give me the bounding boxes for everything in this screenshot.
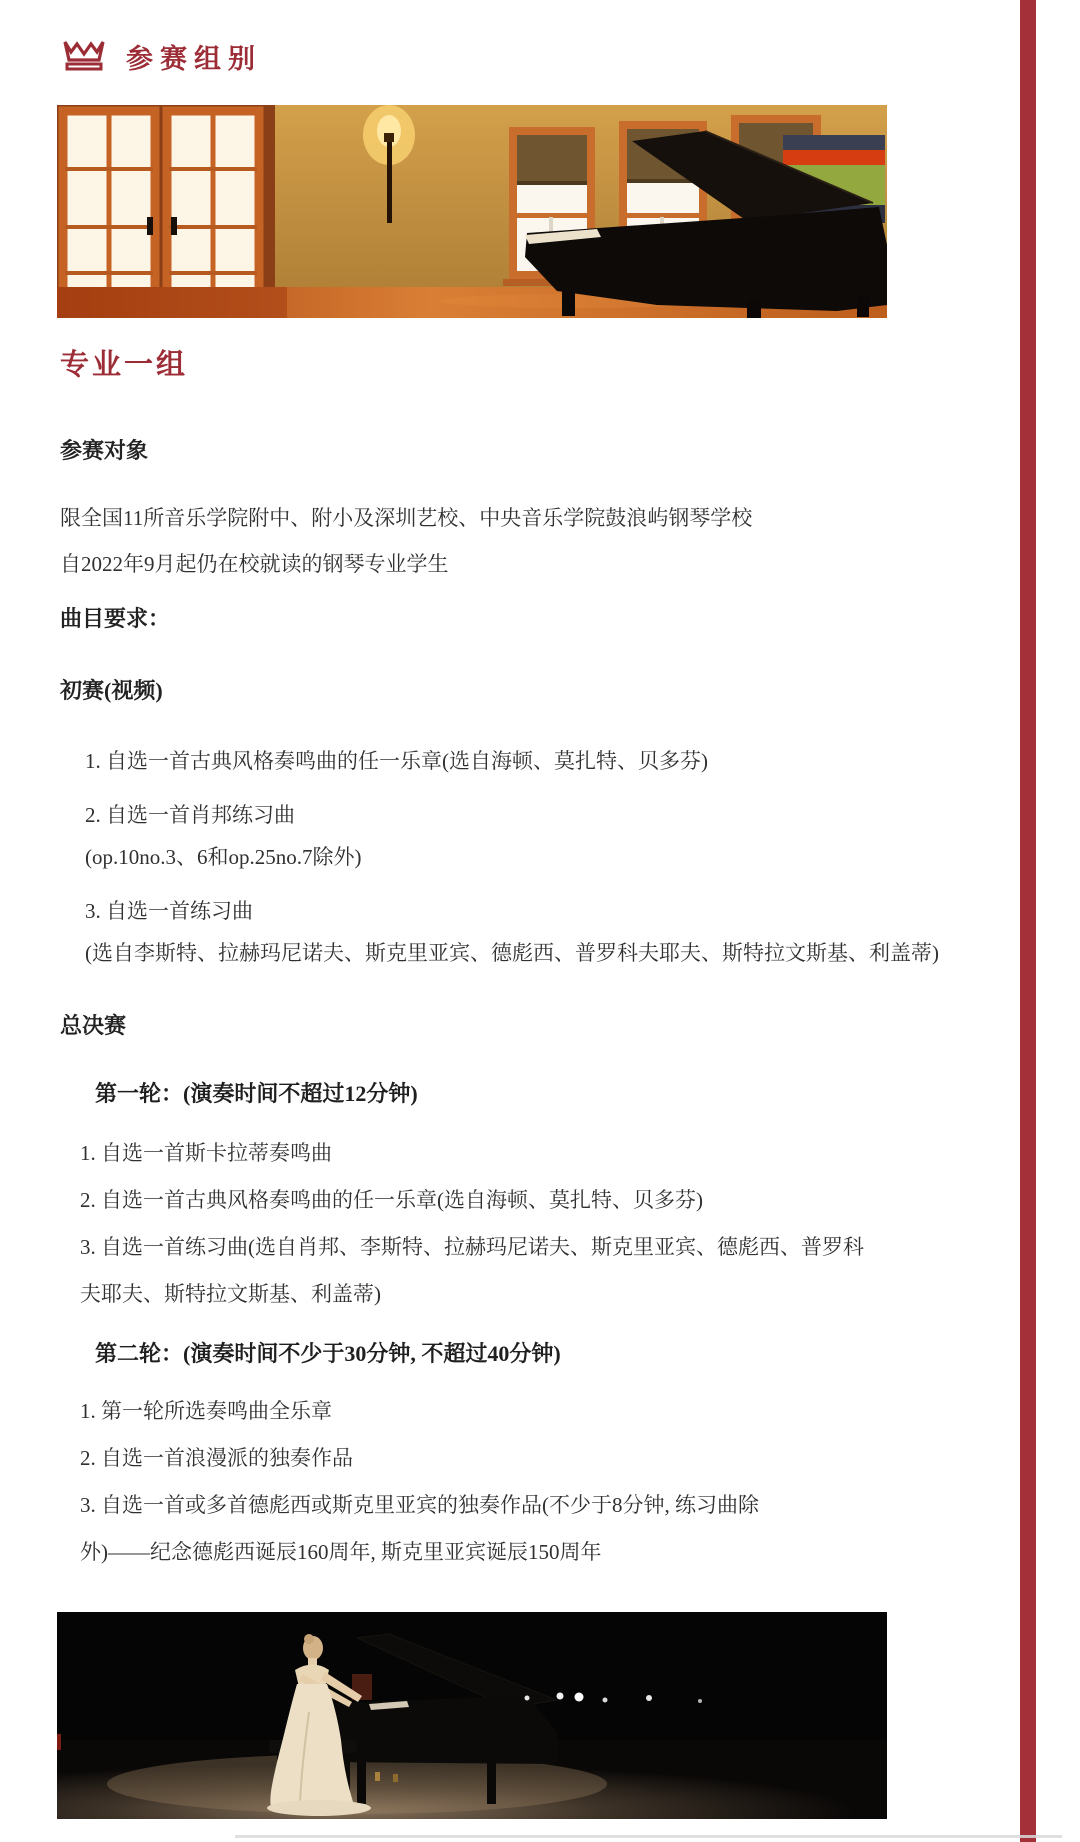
preliminary-heading: 初赛(视频) bbox=[60, 678, 163, 703]
round2-heading: 第二轮：(演奏时间不少于30分钟, 不超过40分钟) bbox=[95, 1341, 561, 1366]
eligibility-line: 限全国11所音乐学院附中、附小及深圳艺校、中央音乐学院鼓浪屿钢琴学校 bbox=[60, 506, 753, 530]
section-header bbox=[60, 0, 1080, 74]
repertoire-line: 3. 自选一首练习曲 bbox=[85, 899, 253, 923]
repertoire-line: (选自李斯特、拉赫玛尼诺夫、斯克里亚宾、德彪西、普罗科夫耶夫、斯特拉文斯基、利盖蒂) bbox=[85, 941, 939, 965]
repertoire-item bbox=[85, 740, 1080, 782]
repertoire-line: 1. 自选一首古典风格奏鸣曲的任一乐章(选自海顿、莫扎特、贝多芬) bbox=[85, 749, 708, 773]
stage-performance-illustration bbox=[57, 1612, 887, 1819]
right-accent-bar bbox=[1020, 0, 1036, 1842]
piano-room-illustration bbox=[57, 105, 887, 318]
repertoire-line: 1. 第一轮所选奏鸣曲全乐章 bbox=[80, 1399, 332, 1423]
repertoire-line: 3. 自选一首或多首德彪西或斯克里亚宾的独奏作品(不少于8分钟, 练习曲除 bbox=[80, 1493, 759, 1517]
repertoire-item bbox=[85, 890, 1080, 974]
group-title: 专业一组 bbox=[60, 349, 189, 381]
repertoire-line: 外)——纪念德彪西诞辰160周年, 斯克里亚宾诞辰150周年 bbox=[80, 1540, 602, 1564]
eligibility-line: 自2022年9月起仍在校就读的钢琴专业学生 bbox=[60, 552, 449, 576]
round1-heading: 第一轮：(演奏时间不超过12分钟) bbox=[95, 1081, 418, 1106]
repertoire-line: (op.10no.3、6和op.25no.7除外) bbox=[85, 845, 362, 869]
repertoire-heading: 曲目要求： bbox=[60, 606, 171, 631]
repertoire-line: 2. 自选一首肖邦练习曲 bbox=[85, 803, 295, 827]
repertoire-item bbox=[85, 794, 1080, 878]
round1-repertoire-list bbox=[80, 1130, 1080, 1318]
crown-icon bbox=[60, 38, 108, 74]
repertoire-line: 2. 自选一首浪漫派的独奏作品 bbox=[80, 1446, 353, 1470]
page-title: 参赛组别 bbox=[126, 43, 262, 74]
preliminary-repertoire-list bbox=[85, 740, 1080, 974]
repertoire-line: 夫耶夫、斯特拉文斯基、利盖蒂) bbox=[80, 1282, 381, 1306]
repertoire-line: 2. 自选一首古典风格奏鸣曲的任一乐章(选自海顿、莫扎特、贝多芬) bbox=[80, 1188, 703, 1212]
eligibility-heading: 参赛对象 bbox=[60, 438, 149, 463]
round2-repertoire-list bbox=[80, 1388, 1080, 1576]
next-section-divider bbox=[235, 1835, 1062, 1838]
stage-performance-photo bbox=[57, 1612, 887, 1819]
repertoire-line: 3. 自选一首练习曲(选自肖邦、李斯特、拉赫玛尼诺夫、斯克里亚宾、德彪西、普罗科 bbox=[80, 1235, 864, 1259]
final-heading: 总决赛 bbox=[60, 1013, 127, 1038]
repertoire-line: 1. 自选一首斯卡拉蒂奏鸣曲 bbox=[80, 1141, 332, 1165]
piano-room-photo bbox=[57, 105, 887, 318]
eligibility-text bbox=[60, 495, 1080, 587]
